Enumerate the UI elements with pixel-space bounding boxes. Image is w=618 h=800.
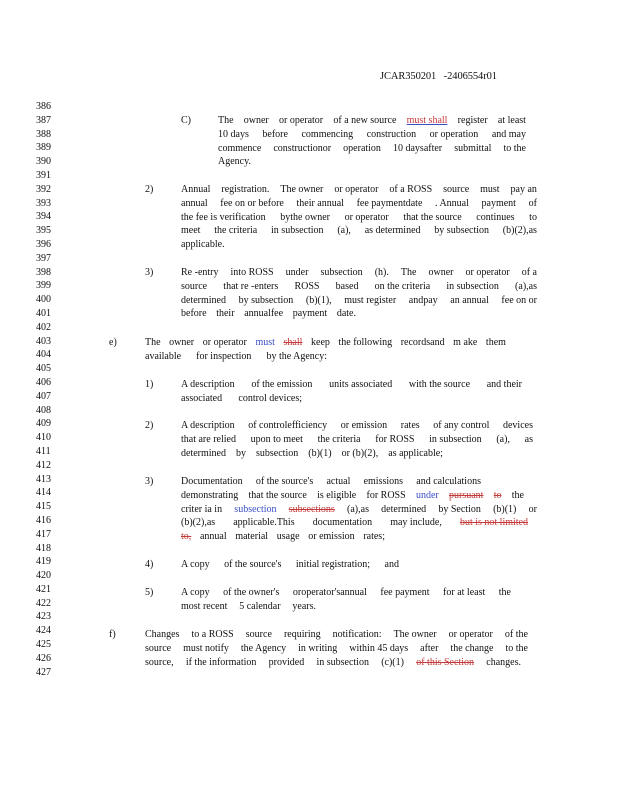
line-number: 419 bbox=[36, 556, 51, 568]
text-line: meet the criteria in subsection (a), as determined by subsection (b)(2),as bbox=[181, 225, 537, 237]
line-number: 393 bbox=[36, 197, 51, 209]
line-number: 408 bbox=[36, 404, 51, 416]
paragraph-e3 bbox=[181, 475, 537, 544]
item-label-2: 2) bbox=[145, 184, 154, 195]
line-number: 400 bbox=[36, 294, 51, 306]
text-line: A copy of the source's initial registration; and bbox=[181, 559, 399, 570]
line-number: 426 bbox=[36, 652, 51, 664]
deleted-text: but is not limited bbox=[459, 517, 528, 529]
line-number: 422 bbox=[36, 597, 51, 609]
item-label-c: C) bbox=[181, 115, 191, 126]
line-number: 387 bbox=[36, 114, 51, 126]
line-number: 396 bbox=[36, 238, 51, 250]
paragraph-e bbox=[145, 336, 506, 364]
text-line: annual fee on or before their annual fee paymentdate . Annual payment of bbox=[181, 197, 537, 209]
paragraph-c bbox=[218, 114, 526, 169]
paragraph-2 bbox=[181, 183, 537, 252]
line-number: 410 bbox=[36, 432, 51, 444]
line-number: 407 bbox=[36, 390, 51, 402]
deleted-text: pursuant bbox=[449, 489, 484, 501]
text-line: criter ia in subsection subsections (a),as determined by Section (b)(1) or bbox=[181, 503, 537, 515]
paragraph-e4 bbox=[181, 558, 399, 572]
text-line: determined by subsection (b)(1), must register andpay an annual fee on or bbox=[181, 294, 537, 306]
line-number: 413 bbox=[36, 473, 51, 485]
item-label-e1: 1) bbox=[145, 379, 154, 390]
paragraph-f bbox=[145, 628, 528, 669]
item-label-e5: 5) bbox=[145, 587, 154, 598]
item-label-e4: 4) bbox=[145, 559, 154, 570]
line-number: 394 bbox=[36, 211, 51, 223]
text-line: (b)(2),as applicable.This documentation may include, but is not limited bbox=[181, 517, 528, 529]
line-number: 423 bbox=[36, 611, 51, 623]
inserted-text: must shall bbox=[406, 115, 448, 126]
inserted-text: subsection bbox=[234, 503, 277, 515]
line-number: 404 bbox=[36, 349, 51, 361]
line-number: 386 bbox=[36, 101, 51, 112]
line-number: 401 bbox=[36, 307, 51, 319]
deleted-text: to, bbox=[181, 531, 192, 543]
item-label-e: e) bbox=[109, 337, 117, 348]
text-line: most recent 5 calendar years. bbox=[181, 600, 316, 612]
text-line: Documentation of the source's actual emissions and calculations bbox=[181, 476, 481, 487]
deleted-text: of this Section bbox=[416, 656, 474, 668]
line-number: 416 bbox=[36, 514, 51, 526]
line-number: 398 bbox=[36, 266, 51, 278]
paragraph-3 bbox=[181, 266, 537, 321]
inserted-text: under bbox=[415, 489, 439, 501]
line-number: 391 bbox=[36, 169, 51, 181]
line-number: 420 bbox=[36, 570, 51, 582]
inserted-text: must bbox=[255, 337, 275, 348]
line-number: 412 bbox=[36, 459, 51, 471]
item-label-e3: 3) bbox=[145, 476, 154, 487]
line-number: 388 bbox=[36, 128, 51, 140]
line-number: 409 bbox=[36, 418, 51, 430]
text-line: the fee is verification bythe owner or operator that the source continues to bbox=[181, 211, 537, 223]
line-number: 417 bbox=[36, 528, 51, 540]
text-line: A copy of the owner's oroperator'sannual fee payment for at least the bbox=[181, 587, 511, 598]
text-line: available for inspection by the Agency: bbox=[145, 350, 327, 362]
text-line: A description of the emission units associated with the source and their bbox=[181, 379, 522, 390]
line-number: 421 bbox=[36, 583, 51, 595]
line-number: 425 bbox=[36, 639, 51, 651]
text-line: that are relied upon to meet the criteria for ROSS in subsection (a), as bbox=[181, 433, 533, 445]
text-line: source, if the information provided in subsection (c)(1) of this Section changes. bbox=[145, 656, 521, 668]
line-numbers bbox=[36, 100, 51, 679]
line-number: 389 bbox=[36, 142, 51, 154]
line-number: 390 bbox=[36, 156, 51, 168]
text-line: applicable. bbox=[181, 239, 225, 251]
paragraph-e1 bbox=[181, 378, 522, 406]
text-line: The owner or operator of a new source must shall register at least bbox=[218, 115, 526, 126]
text-line: 10 days before commencing construction or operation and may bbox=[218, 128, 526, 140]
line-number: 405 bbox=[36, 363, 51, 375]
paragraph-e2 bbox=[181, 419, 533, 460]
item-label-e2: 2) bbox=[145, 420, 154, 431]
item-label-f: f) bbox=[109, 629, 116, 640]
text-line: Annual registration. The owner or operator of a ROSS source must pay an bbox=[181, 184, 537, 195]
line-number: 418 bbox=[36, 542, 51, 554]
text-line: source that re -enters ROSS based on the criteria in subsection (a),as bbox=[181, 280, 537, 292]
line-number: 406 bbox=[36, 376, 51, 388]
page-header: JCAR350201 -2406554r01 bbox=[380, 71, 497, 82]
line-number: 411 bbox=[36, 445, 51, 457]
line-number: 395 bbox=[36, 225, 51, 237]
item-label-3: 3) bbox=[145, 267, 154, 278]
line-number: 399 bbox=[36, 280, 51, 292]
text-line: associated control devices; bbox=[181, 392, 302, 404]
line-number: 397 bbox=[36, 252, 51, 264]
deleted-text: to bbox=[493, 489, 502, 501]
line-number: 402 bbox=[36, 321, 51, 333]
text-line: before their annualfee payment date. bbox=[181, 308, 356, 320]
line-number: 424 bbox=[36, 625, 51, 637]
deleted-text: subsections bbox=[288, 503, 335, 515]
text-line: Changes to a ROSS source requiring notification: The owner or operator of the bbox=[145, 629, 528, 640]
text-line: source must notify the Agency in writing within 45 days after the change to the bbox=[145, 642, 528, 654]
line-number: 403 bbox=[36, 335, 51, 347]
text-line: A description of controlefficiency or emission rates of any control devices bbox=[181, 420, 533, 431]
text-line: commence constructionor operation 10 daysafter submittal to the bbox=[218, 142, 526, 154]
line-number: 414 bbox=[36, 487, 51, 499]
paragraph-e5 bbox=[181, 586, 511, 614]
deleted-text: shall bbox=[283, 337, 303, 348]
text-line: to, annual material usage or emission rates; bbox=[181, 531, 385, 543]
line-number: 392 bbox=[36, 183, 51, 195]
line-number: 427 bbox=[36, 666, 51, 678]
text-line: The owner or operator must shall keep the following recordsand m ake them bbox=[145, 337, 506, 348]
text-line: Re -entry into ROSS under subsection (h). The owner or operator of a bbox=[181, 267, 537, 278]
text-line: demonstrating that the source is eligible for ROSS under pursuant to the bbox=[181, 489, 524, 501]
line-number: 415 bbox=[36, 501, 51, 513]
text-line: determined by subsection (b)(1) or (b)(2), as applicable; bbox=[181, 447, 443, 459]
text-line: Agency. bbox=[218, 156, 251, 168]
